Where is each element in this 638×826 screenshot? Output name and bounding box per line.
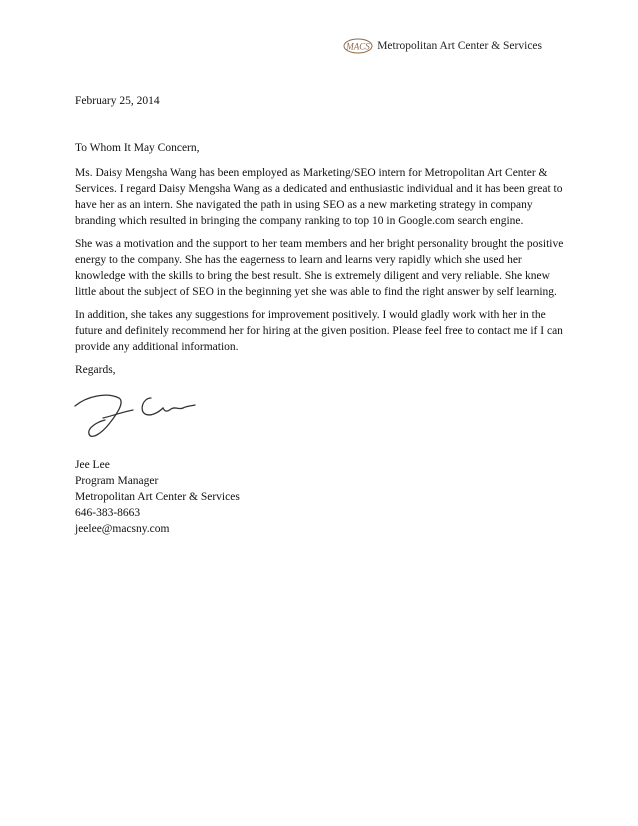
signature-block (75, 457, 570, 537)
svg-text:MACS: MACS (346, 41, 370, 52)
signer-organization: Metropolitan Art Center & Services (75, 491, 240, 503)
letter-paragraph: She was a motivation and the support to her team members and her bright personality brought the positive energy to the company. She has the eagerness to learn and learns very rapidly which she used her knowledge with the skills to bring the best result. She is extremely diligent and very reliable. She knew little about the subject of SEO in the beginning yet she was able to find the right answer by self learning. (75, 238, 564, 298)
signer-title: Program Manager (75, 475, 159, 487)
handwritten-signature (67, 384, 202, 444)
letter-closing: Regards, (75, 364, 116, 376)
signer-phone: 646-383-8663 (75, 507, 141, 519)
letter-salutation: To Whom It May Concern, (75, 142, 200, 154)
letterhead (343, 38, 542, 54)
signer-email: jeelee@macsny.com (75, 523, 170, 535)
letter-date: February 25, 2014 (75, 95, 160, 107)
macs-logo-icon (343, 38, 373, 54)
signer-name: Jee Lee (75, 459, 110, 471)
letter-body (75, 93, 570, 537)
letter-paragraph: Ms. Daisy Mengsha Wang has been employed as Marketing/SEO intern for Metropolitan Art Center & Services. I regard Daisy Mengsha Wang as a dedicated and enthusiastic individual and it has been great to have her as an intern. She navigated the path in using SEO as a new marketing strategy in company branding which resulted in bringing the company ranking to top 10 in Google.com search engine. (75, 167, 563, 227)
letter-paragraph: In addition, she takes any suggestions for improvement positively. I would gladly work with her in the future and definitely recommend her for hiring at the given position. Please feel free to contact me if I can provide any additional information. (75, 309, 563, 353)
letterhead-org-name: Metropolitan Art Center & Services (377, 40, 542, 52)
